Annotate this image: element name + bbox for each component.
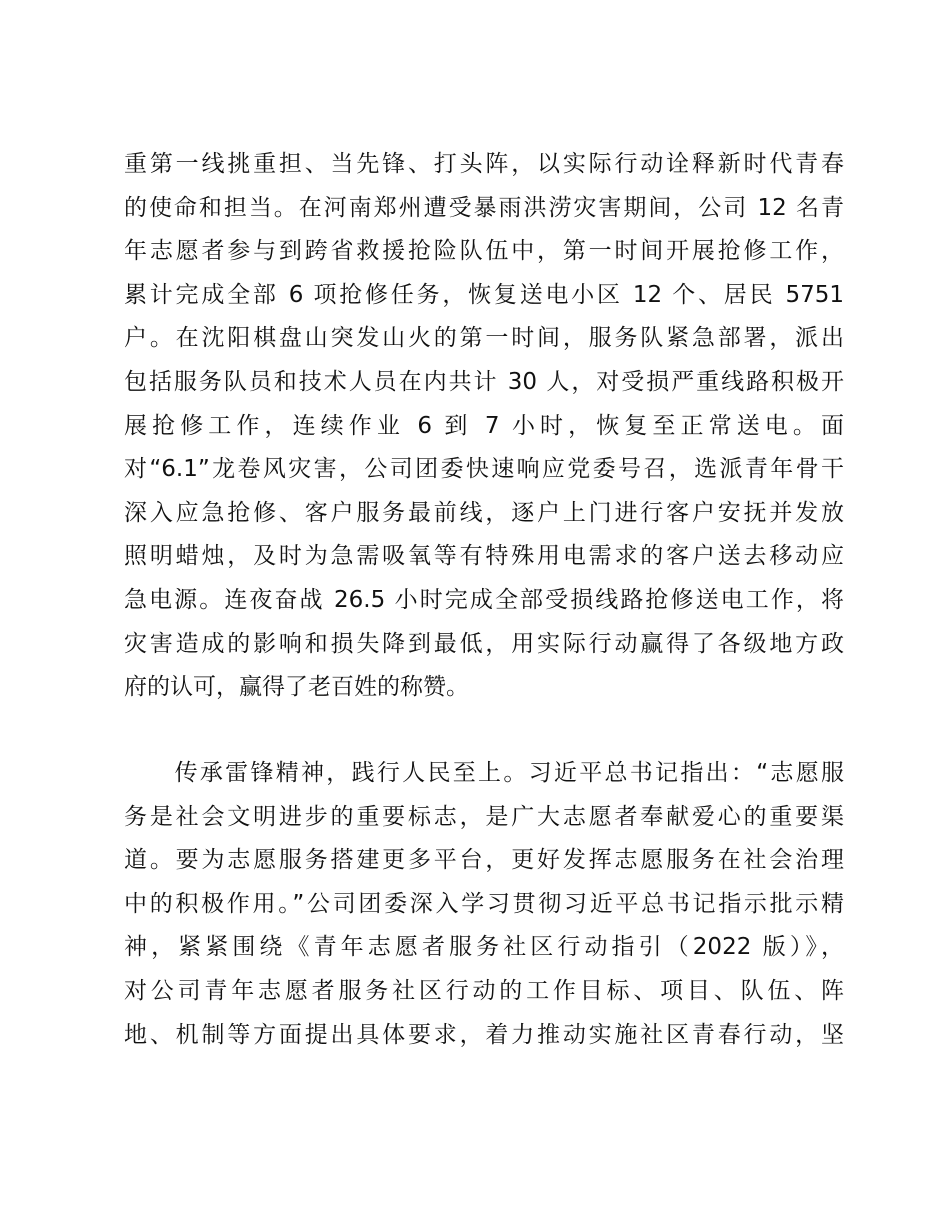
text-line: 展抢修工作，连续作业 6 到 7 小时，恢复至正常送电。面 [124, 412, 844, 439]
text-line: 道。要为志愿服务搭建更多平台，更好发挥志愿服务在社会治理 [124, 847, 844, 874]
text-line: 府的认可，赢得了老百姓的称赞。 [124, 674, 469, 701]
paragraph-emergency-repair [124, 143, 844, 710]
text-line: 户。在沈阳棋盘山突发山火的第一时间，服务队紧急部署，派出 [124, 325, 844, 352]
text-line: 务是社会文明进步的重要标志，是广大志愿者奉献爱心的重要渠 [124, 803, 844, 830]
text-line: 中的积极作用。”公司团委深入学习贯彻习近平总书记指示批示精 [124, 890, 844, 917]
paragraph-lei-feng-spirit [124, 752, 844, 1057]
text-line: 照明蜡烛，及时为急需吸氧等有特殊用电需求的客户送去移动应 [124, 543, 844, 570]
text-line: 累计完成全部 6 项抢修任务，恢复送电小区 12 个、居民 5751 [124, 281, 844, 308]
text-line: 年志愿者参与到跨省救援抢险队伍中，第一时间开展抢修工作， [124, 238, 844, 265]
text-line: 灾害造成的影响和损失降到最低，用实际行动赢得了各级地方政 [124, 630, 844, 657]
text-line: 重第一线挑重担、当先锋、打头阵，以实际行动诠释新时代青春 [124, 151, 844, 177]
text-line: 急电源。连夜奋战 26.5 小时完成全部受损线路抢修送电工作，将 [124, 586, 844, 613]
text-line: 的使命和担当。在河南郑州遭受暴雨洪涝灾害期间，公司 12 名青 [124, 194, 844, 221]
text-line: 神，紧紧围绕《青年志愿者服务社区行动指引（2022 版）》， [124, 934, 844, 961]
text-line: 深入应急抢修、客户服务最前线，逐户上门进行客户安抚并发放 [124, 499, 844, 526]
text-line: 地、机制等方面提出具体要求，着力推动实施社区青春行动，坚 [124, 1021, 844, 1048]
text-line: 对“6.1”龙卷风灾害，公司团委快速响应党委号召，选派青年骨干 [124, 456, 844, 483]
text-line: 包括服务队员和技术人员在内共计 30 人，对受损严重线路积极开 [124, 368, 844, 395]
text-line: 传承雷锋精神，践行人民至上。习近平总书记指出：“志愿服 [124, 760, 844, 786]
text-line: 对公司青年志愿者服务社区行动的工作目标、项目、队伍、阵 [124, 977, 844, 1004]
